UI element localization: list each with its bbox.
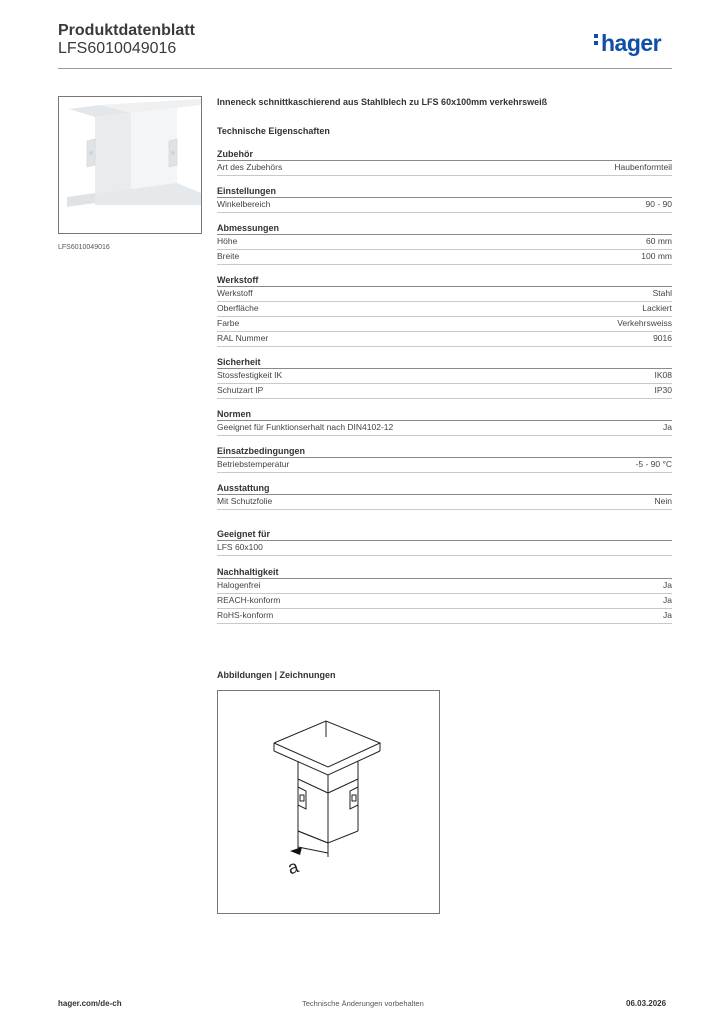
table-row — [217, 287, 672, 302]
row-label: Höhe — [217, 236, 238, 246]
section-title: Abmessungen — [217, 222, 672, 235]
row-value: Stahl — [652, 288, 672, 298]
row-label: LFS 60x100 — [217, 542, 263, 552]
table-row — [217, 609, 672, 624]
row-value: 9016 — [653, 333, 672, 343]
section-title: Sicherheit — [217, 356, 672, 369]
row-label: RoHS-konform — [217, 610, 274, 620]
logo-dots-icon — [594, 34, 599, 48]
dimension-label: a — [285, 856, 301, 879]
section-geeignet-fuer — [217, 528, 672, 556]
row-value: 60 mm — [646, 236, 672, 246]
row-value: IP30 — [654, 385, 672, 395]
product-image — [58, 96, 202, 234]
section-normen — [217, 408, 672, 436]
footer-note: Technische Änderungen vorbehalten — [302, 999, 424, 1008]
row-label: Mit Schutzfolie — [217, 496, 273, 506]
table-row — [217, 161, 672, 176]
section-title: Einsatzbedingungen — [217, 445, 672, 458]
footer-website-link[interactable]: hager.com/de-ch — [58, 999, 122, 1008]
row-label: Winkelbereich — [217, 199, 271, 209]
row-value: 100 mm — [641, 251, 672, 261]
section-title: Zubehör — [217, 148, 672, 161]
row-label: Betriebstemperatur — [217, 459, 290, 469]
table-row — [217, 198, 672, 213]
section-title: Ausstattung — [217, 482, 672, 495]
product-details — [217, 97, 672, 633]
table-row — [217, 579, 672, 594]
row-label: Oberfläche — [217, 303, 259, 313]
image-caption: LFS6010049016 — [58, 244, 110, 251]
table-row — [217, 332, 672, 347]
row-value: -5 - 90 °C — [635, 459, 672, 469]
section-title: Normen — [217, 408, 672, 421]
row-value: Ja — [663, 580, 672, 590]
row-value: 90 - 90 — [645, 199, 672, 209]
section-einsatzbedingungen — [217, 445, 672, 473]
section-einstellungen — [217, 185, 672, 213]
drawings-heading: Abbildungen | Zeichnungen — [217, 670, 336, 680]
section-title: Nachhaltigkeit — [217, 566, 672, 579]
row-value: Nein — [654, 496, 672, 506]
row-value: IK08 — [654, 370, 672, 380]
row-label: Halogenfrei — [217, 580, 261, 590]
table-row — [217, 495, 672, 510]
table-row — [217, 384, 672, 399]
table-row — [217, 302, 672, 317]
hager-logo[interactable] — [594, 30, 661, 57]
table-row — [217, 421, 672, 436]
section-werkstoff — [217, 274, 672, 347]
row-label: Stossfestigkeit IK — [217, 370, 283, 380]
section-title: Einstellungen — [217, 185, 672, 198]
logo-text: hager — [601, 30, 662, 56]
row-label: RAL Nummer — [217, 333, 269, 343]
table-row — [217, 317, 672, 332]
row-label: Schutzart IP — [217, 385, 264, 395]
technical-properties-heading: Technische Eigenschaften — [217, 126, 330, 136]
row-value: Ja — [663, 422, 672, 432]
header-divider — [58, 68, 672, 69]
section-sicherheit — [217, 356, 672, 399]
section-abmessungen — [217, 222, 672, 265]
row-value: Ja — [663, 595, 672, 605]
table-row — [217, 458, 672, 473]
section-ausstattung — [217, 482, 672, 510]
row-label: Farbe — [217, 318, 240, 328]
table-row — [217, 541, 672, 556]
section-nachhaltigkeit — [217, 566, 672, 624]
inner-corner-drawing-icon — [218, 691, 439, 913]
row-value: Haubenformteil — [614, 162, 672, 172]
row-label: Breite — [217, 251, 240, 261]
row-label: Art des Zubehörs — [217, 162, 283, 172]
row-label: Geeignet für Funktionserhalt nach DIN4102-12 — [217, 422, 394, 432]
table-row — [217, 594, 672, 609]
row-value: Lackiert — [642, 303, 672, 313]
inner-corner-photo-icon — [59, 97, 201, 233]
row-label: REACH-konform — [217, 595, 281, 605]
technical-drawing — [217, 690, 440, 914]
row-value: Ja — [663, 610, 672, 620]
footer-date: 06.03.2026 — [626, 999, 667, 1008]
row-label: Werkstoff — [217, 288, 253, 298]
page-title: Produktdatenblatt — [58, 22, 195, 39]
table-row — [217, 369, 672, 384]
article-number: LFS6010049016 — [58, 40, 177, 57]
table-row — [217, 250, 672, 265]
product-description: Inneneck schnittkaschierend aus Stahlblech zu LFS 60x100mm verkehrsweiß — [217, 97, 548, 107]
row-value: Verkehrsweiss — [617, 318, 672, 328]
section-title: Geeignet für — [217, 528, 672, 541]
section-zubehoer — [217, 148, 672, 176]
section-title: Werkstoff — [217, 274, 672, 287]
table-row — [217, 235, 672, 250]
